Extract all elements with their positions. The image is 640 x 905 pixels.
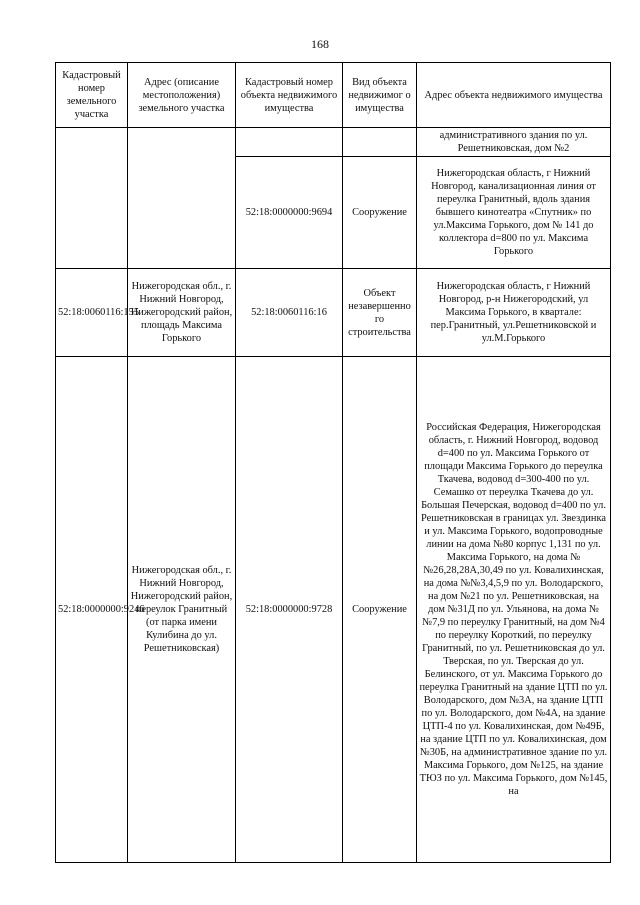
header-object-address: Адрес объекта недвижимого имущества	[417, 63, 611, 128]
header-land-cadastral: Кадастровый номер земельного участка	[56, 63, 128, 128]
object-type-cell: Сооружение	[343, 157, 417, 269]
land-cadastral-cell	[56, 128, 128, 269]
table-row	[56, 128, 611, 157]
land-cadastral-cell: 52:18:0060116:155	[56, 269, 128, 357]
land-address-cell	[128, 128, 236, 269]
page-number: 168	[311, 37, 329, 51]
object-address-cell: Нижегородская область, г Нижний Новгород, р-н Нижегородский, ул Максима Горького, в квартале: пер.Гранитный, ул.Решетниковской и ул.М.Горького	[417, 269, 611, 357]
property-table	[55, 62, 611, 863]
object-address-cell: Нижегородская область, г Нижний Новгород, канализационная линия от переулка Гранитный, вдоль здания бывшего кинотеатра «Спутник» по ул.Максима Горького, дом № 141 до коллектора d=800 по ул. Максима Горького	[417, 157, 611, 269]
object-cadastral-cell: 52:18:0060116:16	[236, 269, 343, 357]
land-address-cell: Нижегородская обл., г. Нижний Новгород, Нижегородский район, площадь Максима Горького	[128, 269, 236, 357]
object-cadastral-cell: 52:18:0000000:9728	[236, 357, 343, 863]
header-object-type: Вид объекта недвижимог о имущества	[343, 63, 417, 128]
object-type-cell: Сооружение	[343, 357, 417, 863]
object-type-cell	[343, 128, 417, 157]
header-land-address: Адрес (описание местоположения) земельного участка	[128, 63, 236, 128]
object-address-cell: административного здания по ул. Решетниковская, дом №2	[417, 128, 611, 157]
object-type-cell: Объект незавершенно го строительства	[343, 269, 417, 357]
land-address-cell: Нижегородская обл., г. Нижний Новгород, Нижегородский район, переулок Гранитный (от парка имени Кулибина до ул. Решетниковская)	[128, 357, 236, 863]
table-row	[56, 269, 611, 357]
land-cadastral-cell: 52:18:0000000:9246	[56, 357, 128, 863]
table-row	[56, 357, 611, 863]
header-object-cadastral: Кадастровый номер объекта недвижимого имущества	[236, 63, 343, 128]
object-cadastral-cell: 52:18:0000000:9694	[236, 157, 343, 269]
table-header-row	[56, 63, 611, 128]
object-address-cell: Российская Федерация, Нижегородская область, г. Нижний Новгород, водовод d=400 по ул. Максима Горького от площади Максима Горького до переулка Ткачева, водовод d=300-400 по ул. Семашко от переулка Ткачева до ул. Большая Печерская, водовод d=400 по ул. Решетниковская в границах ул. Звездинка и ул. Максима Горького, водопроводные линии на дома №80 корпус 1,131 по ул. Максима Горького, на дома №№26,28,28А,30,49 по ул. Ковалихинская, на дома №№3,4,5,9 по ул. Володарского, на дом №21 по ул. Решетниковская, на дом №31Д по ул. Ульянова, на дома №№7,9 по переулку Гранитный, на дом №4 по переулку Короткий, по переулку Гранитный, по ул. Решетниковская до ул. Тверская, по ул. Тверская до ул. Белинского, от ул. Максима Горького до переулка Гранитный на здание ЦТП по ул. Володарского, дом №3А, на здание ЦТП по ул. Володарского, дом №4А, на здание ЦТП-4 по ул. Ковалихинская, дом №49Б, на здание ЦТП по ул. Ковалихинская, дом №30Б, на административное здание по ул. Максима Горького, дом №125, на здание ТЮЗ по ул. Максима Горького, дом №145, на	[417, 357, 611, 863]
object-cadastral-cell	[236, 128, 343, 157]
